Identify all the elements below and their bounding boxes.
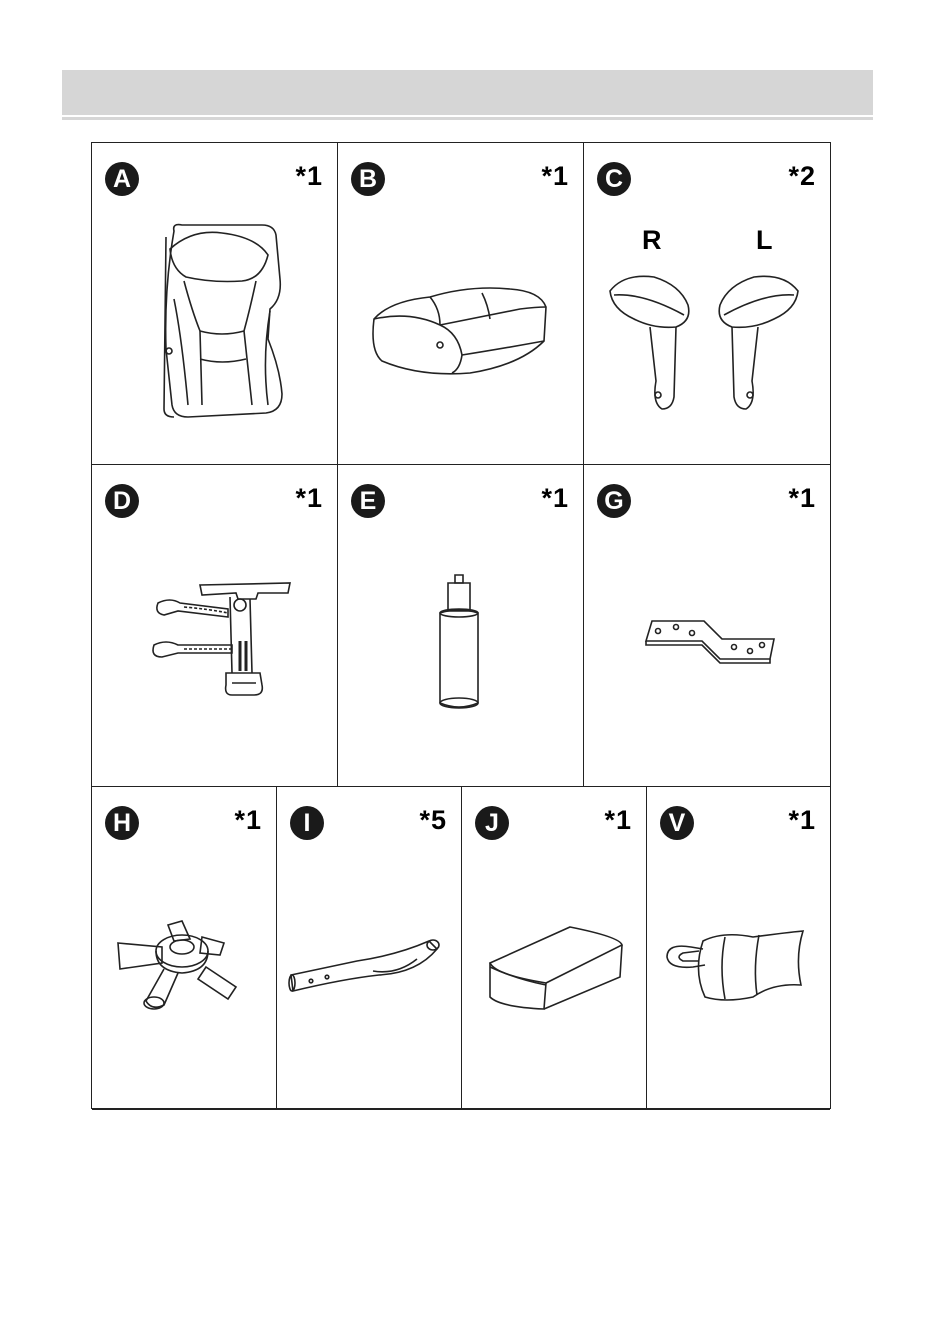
- part-cell-h: [92, 787, 277, 1110]
- parts-grid: [91, 142, 831, 1109]
- part-letter-badge: A: [105, 162, 139, 196]
- part-quantity: *1: [295, 161, 323, 191]
- gas-cylinder-icon: [434, 573, 484, 713]
- part-cell-b: [338, 143, 584, 465]
- part-letter-badge: I: [290, 806, 324, 840]
- part-quantity: *1: [788, 483, 816, 513]
- header-rule: [62, 117, 873, 120]
- mounting-plate-icon: [642, 615, 776, 663]
- lumbar-pillow-icon: [663, 927, 813, 1007]
- left-armrest-label: L: [756, 225, 773, 255]
- part-cell-e: [338, 465, 584, 787]
- header-bar: [62, 70, 873, 115]
- part-letter-badge: D: [105, 484, 139, 518]
- right-armrest-label: R: [642, 225, 662, 255]
- seat-cushion-icon: [370, 281, 550, 379]
- base-hub-icon: [112, 917, 242, 1017]
- part-cell-c: [584, 143, 830, 465]
- part-quantity: *1: [234, 805, 262, 835]
- part-cell-a: [92, 143, 338, 465]
- part-quantity: *1: [295, 483, 323, 513]
- part-letter-badge: H: [105, 806, 139, 840]
- part-quantity: *5: [419, 805, 447, 835]
- base-leg-icon: [287, 935, 449, 995]
- part-quantity: *1: [541, 161, 569, 191]
- tilt-mechanism-icon: [148, 579, 298, 705]
- backrest-icon: [152, 219, 292, 419]
- part-letter-badge: B: [351, 162, 385, 196]
- part-quantity: *1: [541, 483, 569, 513]
- part-cell-i: [277, 787, 462, 1110]
- part-cell-j: [462, 787, 647, 1110]
- footrest-pad-icon: [486, 923, 626, 1013]
- part-letter-badge: G: [597, 484, 631, 518]
- part-cell-g: [584, 465, 830, 787]
- armrests-icon: [604, 271, 804, 415]
- part-quantity: *2: [788, 161, 816, 191]
- part-cell-d: [92, 465, 338, 787]
- part-letter-badge: J: [475, 806, 509, 840]
- part-quantity: *1: [604, 805, 632, 835]
- part-cell-v: [647, 787, 830, 1110]
- part-letter-badge: E: [351, 484, 385, 518]
- part-quantity: *1: [788, 805, 816, 835]
- part-letter-badge: V: [660, 806, 694, 840]
- part-letter-badge: C: [597, 162, 631, 196]
